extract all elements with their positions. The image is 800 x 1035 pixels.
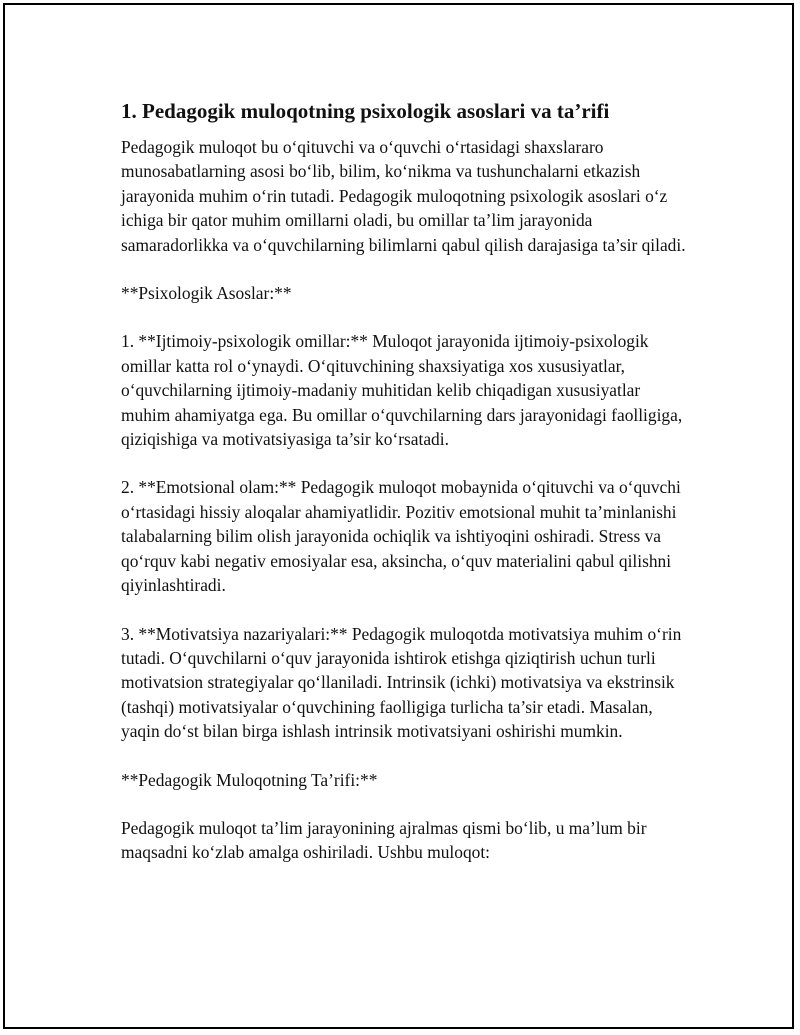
closing-paragraph: Pedagogik muloqot ta’lim jarayonining ajralmas qismi bo‘lib, u ma’lum bir maqsadni ko‘zlab amalga oshiriladi. Ushbu muloqot: bbox=[121, 817, 647, 863]
list-item-ijtimoiy-psixologik: 1. **Ijtimoiy-psixologik omillar:** Muloqot jarayonida ijtimoiy-psixologik omillar katta rol o‘ynaydi. O‘qituvchining shaxsiyatiga xos xususiyatlar, o‘quvchilarning ijtimoiy-madaniy muhitidan kelib chiqadigan xususiyatlar muhim ahamiyatga ega. Bu omillar o‘quvchilarning dars jarayonidagi faolligiga, qiziqishiga va motivatsiyasiga ta’sir ko‘rsatadi. bbox=[121, 331, 683, 450]
intro-paragraph: Pedagogik muloqot bu o‘qituvchi va o‘quvchi o‘rtasidagi shaxslararo munosabatlarning asosi bo‘lib, bilim, ko‘nikma va tushunchalarni etkazish jarayonida muhim o‘rin tutadi. Pedagogik muloqotning psixologik asoslari o‘z ichiga bir qator muhim omillarni oladi, bu omillar ta’lim jarayonida samaradorlikka va o‘quvchilarning bilimlarni qabul qilish darajasiga ta’sir qiladi. bbox=[121, 137, 686, 255]
document-page bbox=[3, 3, 794, 1029]
list-item-motivatsiya: 3. **Motivatsiya nazariyalari:** Pedagogik muloqotda motivatsiya muhim o‘rin tutadi. O‘quvchilarni o‘quv jarayonida ishtirok etishga qiziqtirish uchun turli motivatsion strategiyalar qo‘llaniladi. Intrinsik (ichki) motivatsiya va ekstrinsik (tashqi) motivatsiyalar o‘quvchining faolligiga turlicha ta’sir etadi. Masalan, yaqin do‘st bilan birga ishlash intrinsik motivatsiyani oshirishi mumkin. bbox=[121, 623, 682, 742]
psixologik-asoslar-heading: **Psixologik Asoslar:** bbox=[121, 283, 292, 304]
document-body bbox=[121, 97, 691, 889]
section-heading: 1. Pedagogik muloqotning psixologik asoslari va ta’rifi bbox=[121, 99, 610, 123]
tarifi-heading: **Pedagogik Muloqotning Ta’rifi:** bbox=[121, 769, 378, 790]
list-item-emotsional-olam: 2. **Emotsional olam:** Pedagogik muloqot mobaynida o‘qituvchi va o‘quvchi o‘rtasidagi hissiy aloqalar ahamiyatlidir. Pozitiv emotsional muhit ta’minlanishi talabalarning bilim olish jarayonida ochiqlik va ishtiyoqini oshiradi. Stress va qo‘rquv kabi negativ emosiyalar esa, aksincha, o‘quv materialini qabul qilishni qiyinlashtiradi. bbox=[121, 477, 681, 596]
